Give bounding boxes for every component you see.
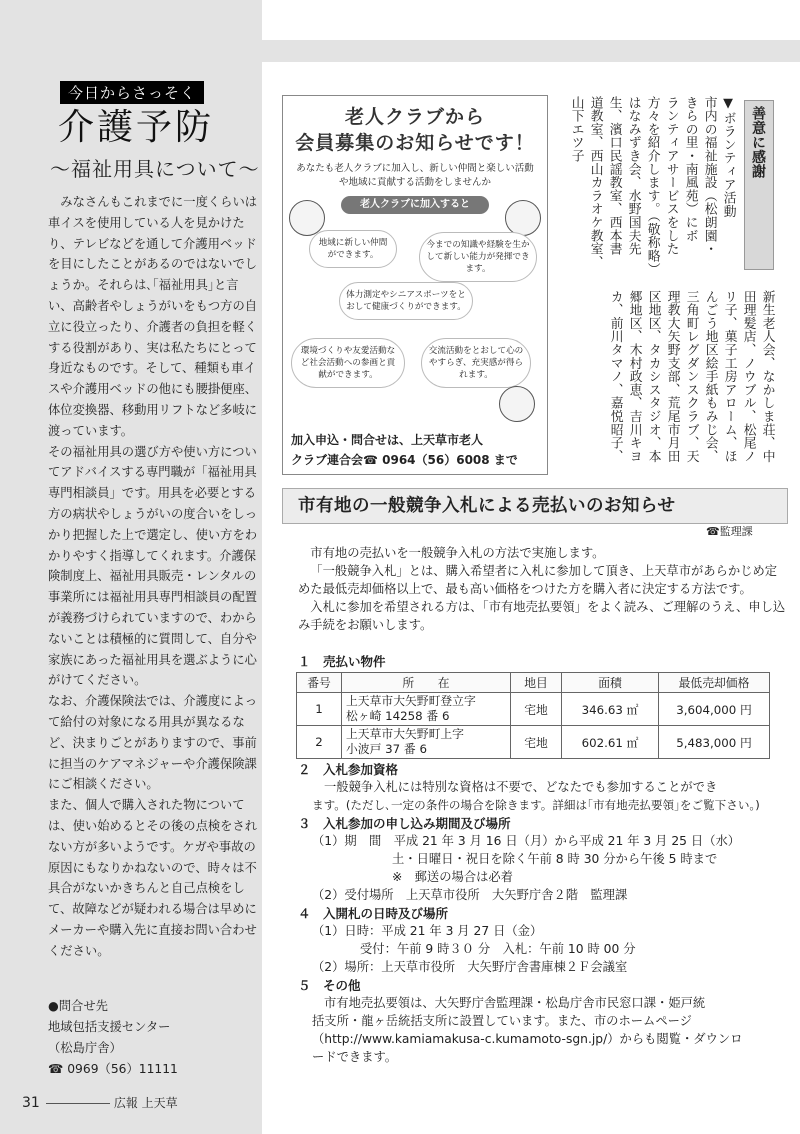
section-text: 一般競争入札には特別な資格は不要で、どなたでも参加することができ xyxy=(324,780,718,794)
section-heading: １ 売払い物件 xyxy=(298,654,386,669)
section-text: （1）期 間 平成 21 年 3 月 16 日（月）から平成 21 年 3 月 25 日（水） xyxy=(312,834,741,848)
auction-title: 市有地の一般競争入札による売払いのお知らせ xyxy=(298,496,676,516)
benefit-bubble: 今までの知識や経験を生かして新しい能力が発揮できます。 xyxy=(419,232,537,282)
table-header: 最低売却価格 xyxy=(659,673,770,693)
cell-no: 2 xyxy=(297,726,342,759)
section-heading: ４ 入開札の日時及び場所 xyxy=(298,906,449,921)
vertical-line: きらの里・南風苑）にボ xyxy=(682,96,698,243)
vertical-line: はなみずき会、水野国夫先 xyxy=(625,96,641,256)
poster-contact-line2: クラブ連合会☎ 0964（56）6008 まで xyxy=(291,453,518,467)
club-poster xyxy=(282,95,548,475)
table-header: 地目 xyxy=(511,673,562,693)
article-subtitle: ～福祉用具について～ xyxy=(50,157,260,181)
vertical-line: んごう地区絵手紙もみじ会、 xyxy=(702,290,718,463)
vertical-line: 郷地区、木村政恵、吉川キヨ xyxy=(626,290,642,463)
article-kicker: 今日からさっそく xyxy=(60,81,204,104)
thanks-tag: 善意に感謝 xyxy=(750,106,766,179)
cell-address xyxy=(342,726,511,759)
table-header: 所 在 xyxy=(342,673,511,693)
publication-name: 広報 上天草 xyxy=(113,1096,178,1110)
contact-place: （松島庁舎） xyxy=(48,1041,122,1055)
cell-area: 346.63 ㎡ xyxy=(562,693,659,726)
vertical-line: カ、前川タマノ、嘉悦昭子、 xyxy=(607,290,623,463)
footer-rule xyxy=(46,1103,110,1104)
section-heading: ３ 入札参加の申し込み期間及び場所 xyxy=(298,816,511,831)
vertical-line: 新生老人会、なかしま荘、中 xyxy=(759,290,775,463)
vertical-line: リ子、菓子工房アローム、ほ xyxy=(721,290,737,463)
poster-intro: あなたも老人クラブに加入し、新しい仲間と楽しい活動や地域に貢献する活動をしませんか xyxy=(296,163,534,188)
vertical-line: 山下エツ子 xyxy=(568,96,584,163)
paragraph: なお、介護保険法では、介護度によって給付の対象になる用具が異なるなど、決まりごとがありますので、事前に担当のケアマネジャーや介護保険課にご相談ください。 xyxy=(48,694,258,792)
vertical-line: 区地区、タカシスタジオ、本 xyxy=(645,290,661,463)
section-text: ます。(ただし､一定の条件の場合を除きます。詳細は｢市有地売払要領｣をご覧下さい。) xyxy=(312,798,760,812)
vertical-line: 生、濱口民謡教室、西本書 xyxy=(606,96,622,256)
cell-area: 602.61 ㎡ xyxy=(562,726,659,759)
section-heading: ５ その他 xyxy=(298,978,361,993)
benefit-bubble: 環境づくりや友愛活動など社会活動への参画と貢献ができます。 xyxy=(291,338,405,388)
cell-price: 5,483,000 円 xyxy=(659,726,770,759)
cell-no: 1 xyxy=(297,693,342,726)
article-title: 介護予防 xyxy=(58,107,215,148)
cell-price: 3,604,000 円 xyxy=(659,693,770,726)
vertical-line: 理教大矢野支部、荒尾市月田 xyxy=(664,290,680,463)
auction-intro xyxy=(298,544,786,634)
section-text: 土・日曜日・祝日を除く午前 8 時 30 分から午後 5 時まで xyxy=(392,852,718,866)
poster-title-line2: 会員募集のお知らせです！ xyxy=(295,132,535,154)
smiling-face-icon xyxy=(505,200,541,236)
cell-address xyxy=(342,693,511,726)
table-row xyxy=(297,726,770,759)
section-text: （http://www.kamiamakusa-c.kumamoto-sgn.jp/）からも閲覧・ダウンロ xyxy=(312,1032,743,1046)
paragraph: 入札に参加を希望される方は、「市有地売払要領」をよく読み、ご理解のうえ、申し込み手続をお願いします。 xyxy=(298,600,786,632)
vertical-line: 道教室、西山カラオケ教室、 xyxy=(587,96,603,269)
cell-type: 宅地 xyxy=(511,693,562,726)
paragraph: みなさんもこれまでに一度くらいは車イスを使用している人を見かけたり、テレビなどを通して介護用ベッドを目にしたことがあるのではないでしょうか。それらは､｢福祉用具｣と言い、高齢者やしょうがいをもつ方の自立に役立ったり、介護者の負担を軽くする役割があり、実は私たちにとって身近なものです。そして、種類も車イスや介護用ベッドの他にも腰掛便座、体位変換器、移動用リフトなど多岐に渡っています。 xyxy=(48,195,258,438)
auction-dept: ☎監理課 xyxy=(706,525,753,538)
paragraph: 市有地の売払いを一般競争入札の方法で実施します。 xyxy=(310,546,605,560)
paragraph: 「一般競争入札」とは、購入希望者に入札に参加して頂き、上天草市があらかじめ定めた最低売却価格以上で、最も高い価格をつけた方を購入者に決定する方法です。 xyxy=(298,564,778,596)
property-table xyxy=(296,672,770,759)
vertical-line: 方々を紹介します。（敬称略） xyxy=(644,96,660,276)
contact-org: 地域包括支援センター xyxy=(48,1020,171,1034)
vertical-line: ▼ボランティア活動 xyxy=(720,96,736,218)
table-row xyxy=(297,693,770,726)
vertical-line: 田理髪店、ノウブル、松尾ノ xyxy=(740,290,756,463)
poster-contact-line1: 加入申込・問合せは、上天草市老人 xyxy=(291,433,484,447)
vertical-line: 三角町レグダンスクラブ、天 xyxy=(683,290,699,463)
table-header: 面積 xyxy=(562,673,659,693)
top-band xyxy=(262,40,800,62)
contact-heading: ●問合せ先 xyxy=(48,999,108,1013)
benefit-bubble: 地域に新しい仲間ができます。 xyxy=(309,230,397,268)
benefit-bubble: 体力測定やシニアスポーツをとおして健康づくりができます。 xyxy=(339,282,473,320)
section-text: 受付：午前 9 時３０ 分 入札：午前 10 時 00 分 xyxy=(360,942,636,956)
smiling-face-icon xyxy=(499,386,535,422)
vertical-line: ランティアサービスをした xyxy=(663,96,679,256)
address-line: 上天草市大矢野町登立字 xyxy=(346,694,476,708)
address-line: 小波戸 37 番 6 xyxy=(346,742,427,756)
article-body xyxy=(48,192,260,961)
contact-block xyxy=(48,996,178,1080)
section-text: ードできます。 xyxy=(312,1050,398,1064)
section-text: （1）日時：平成 21 年 3 月 27 日（金） xyxy=(312,924,543,938)
table-header-row xyxy=(297,673,770,693)
section-text: ※ 郵送の場合は必着 xyxy=(392,870,513,884)
poster-pill: 老人クラブに加入すると xyxy=(341,196,489,214)
contact-tel: ☎ 0969（56）11111 xyxy=(48,1062,178,1076)
address-line: 上天草市大矢野町上字 xyxy=(346,727,464,741)
paragraph: また、個人で購入された物については、使い始めるとその後の点検をされない方が多いようです。ケガや事故の原因にもなりかねないので、時々は不具合がないかきちんと自己点検をして、故障などが疑われる場合は早めにメーカーや購入先に直接お問い合わせください。 xyxy=(48,798,258,958)
section-text: （2）場所：上天草市役所 大矢野庁舎書庫棟２Ｆ会議室 xyxy=(312,960,628,974)
address-line: 松ヶ崎 14258 番 6 xyxy=(346,709,450,723)
cell-type: 宅地 xyxy=(511,726,562,759)
page-footer xyxy=(22,1094,178,1111)
poster-contact xyxy=(291,430,541,470)
section-text: 市有地売払要領は、大矢野庁舎監理課・松島庁舎市民窓口課・姫戸統 xyxy=(324,996,706,1010)
vertical-line: 市内の福祉施設（松朗園・ xyxy=(701,96,717,256)
benefit-bubble: 交流活動をとおして心のやすらぎ、充実感が得られます。 xyxy=(421,338,531,388)
section-text: 括支所・龍ヶ岳統括支所に設置しています。また、市のホームページ xyxy=(312,1014,692,1028)
paragraph: その福祉用具の選び方や使い方についてアドバイスする専門職が「福祉用具専門相談員」です。用具を必要とする方の病状やしょうがいの度合いをしっかり把握した上で選定し、使い方をわかりやすく指導してくれます。介護保険制度上、福祉用具販売・レンタルの事業所には福祉用具専門相談員の配置が義務づけられていますので、わからないことは積極的に質問して、自分や家族にあった福祉用具を選ぶように心がけてください。 xyxy=(48,444,258,688)
section-text: （2）受付場所 上天草市役所 大矢野庁舎２階 監理課 xyxy=(312,888,628,902)
poster-title-line1: 老人クラブから xyxy=(344,106,485,128)
table-header: 番号 xyxy=(297,673,342,693)
section-heading: ２ 入札参加資格 xyxy=(298,762,399,777)
page-number: 31 xyxy=(22,1095,40,1111)
